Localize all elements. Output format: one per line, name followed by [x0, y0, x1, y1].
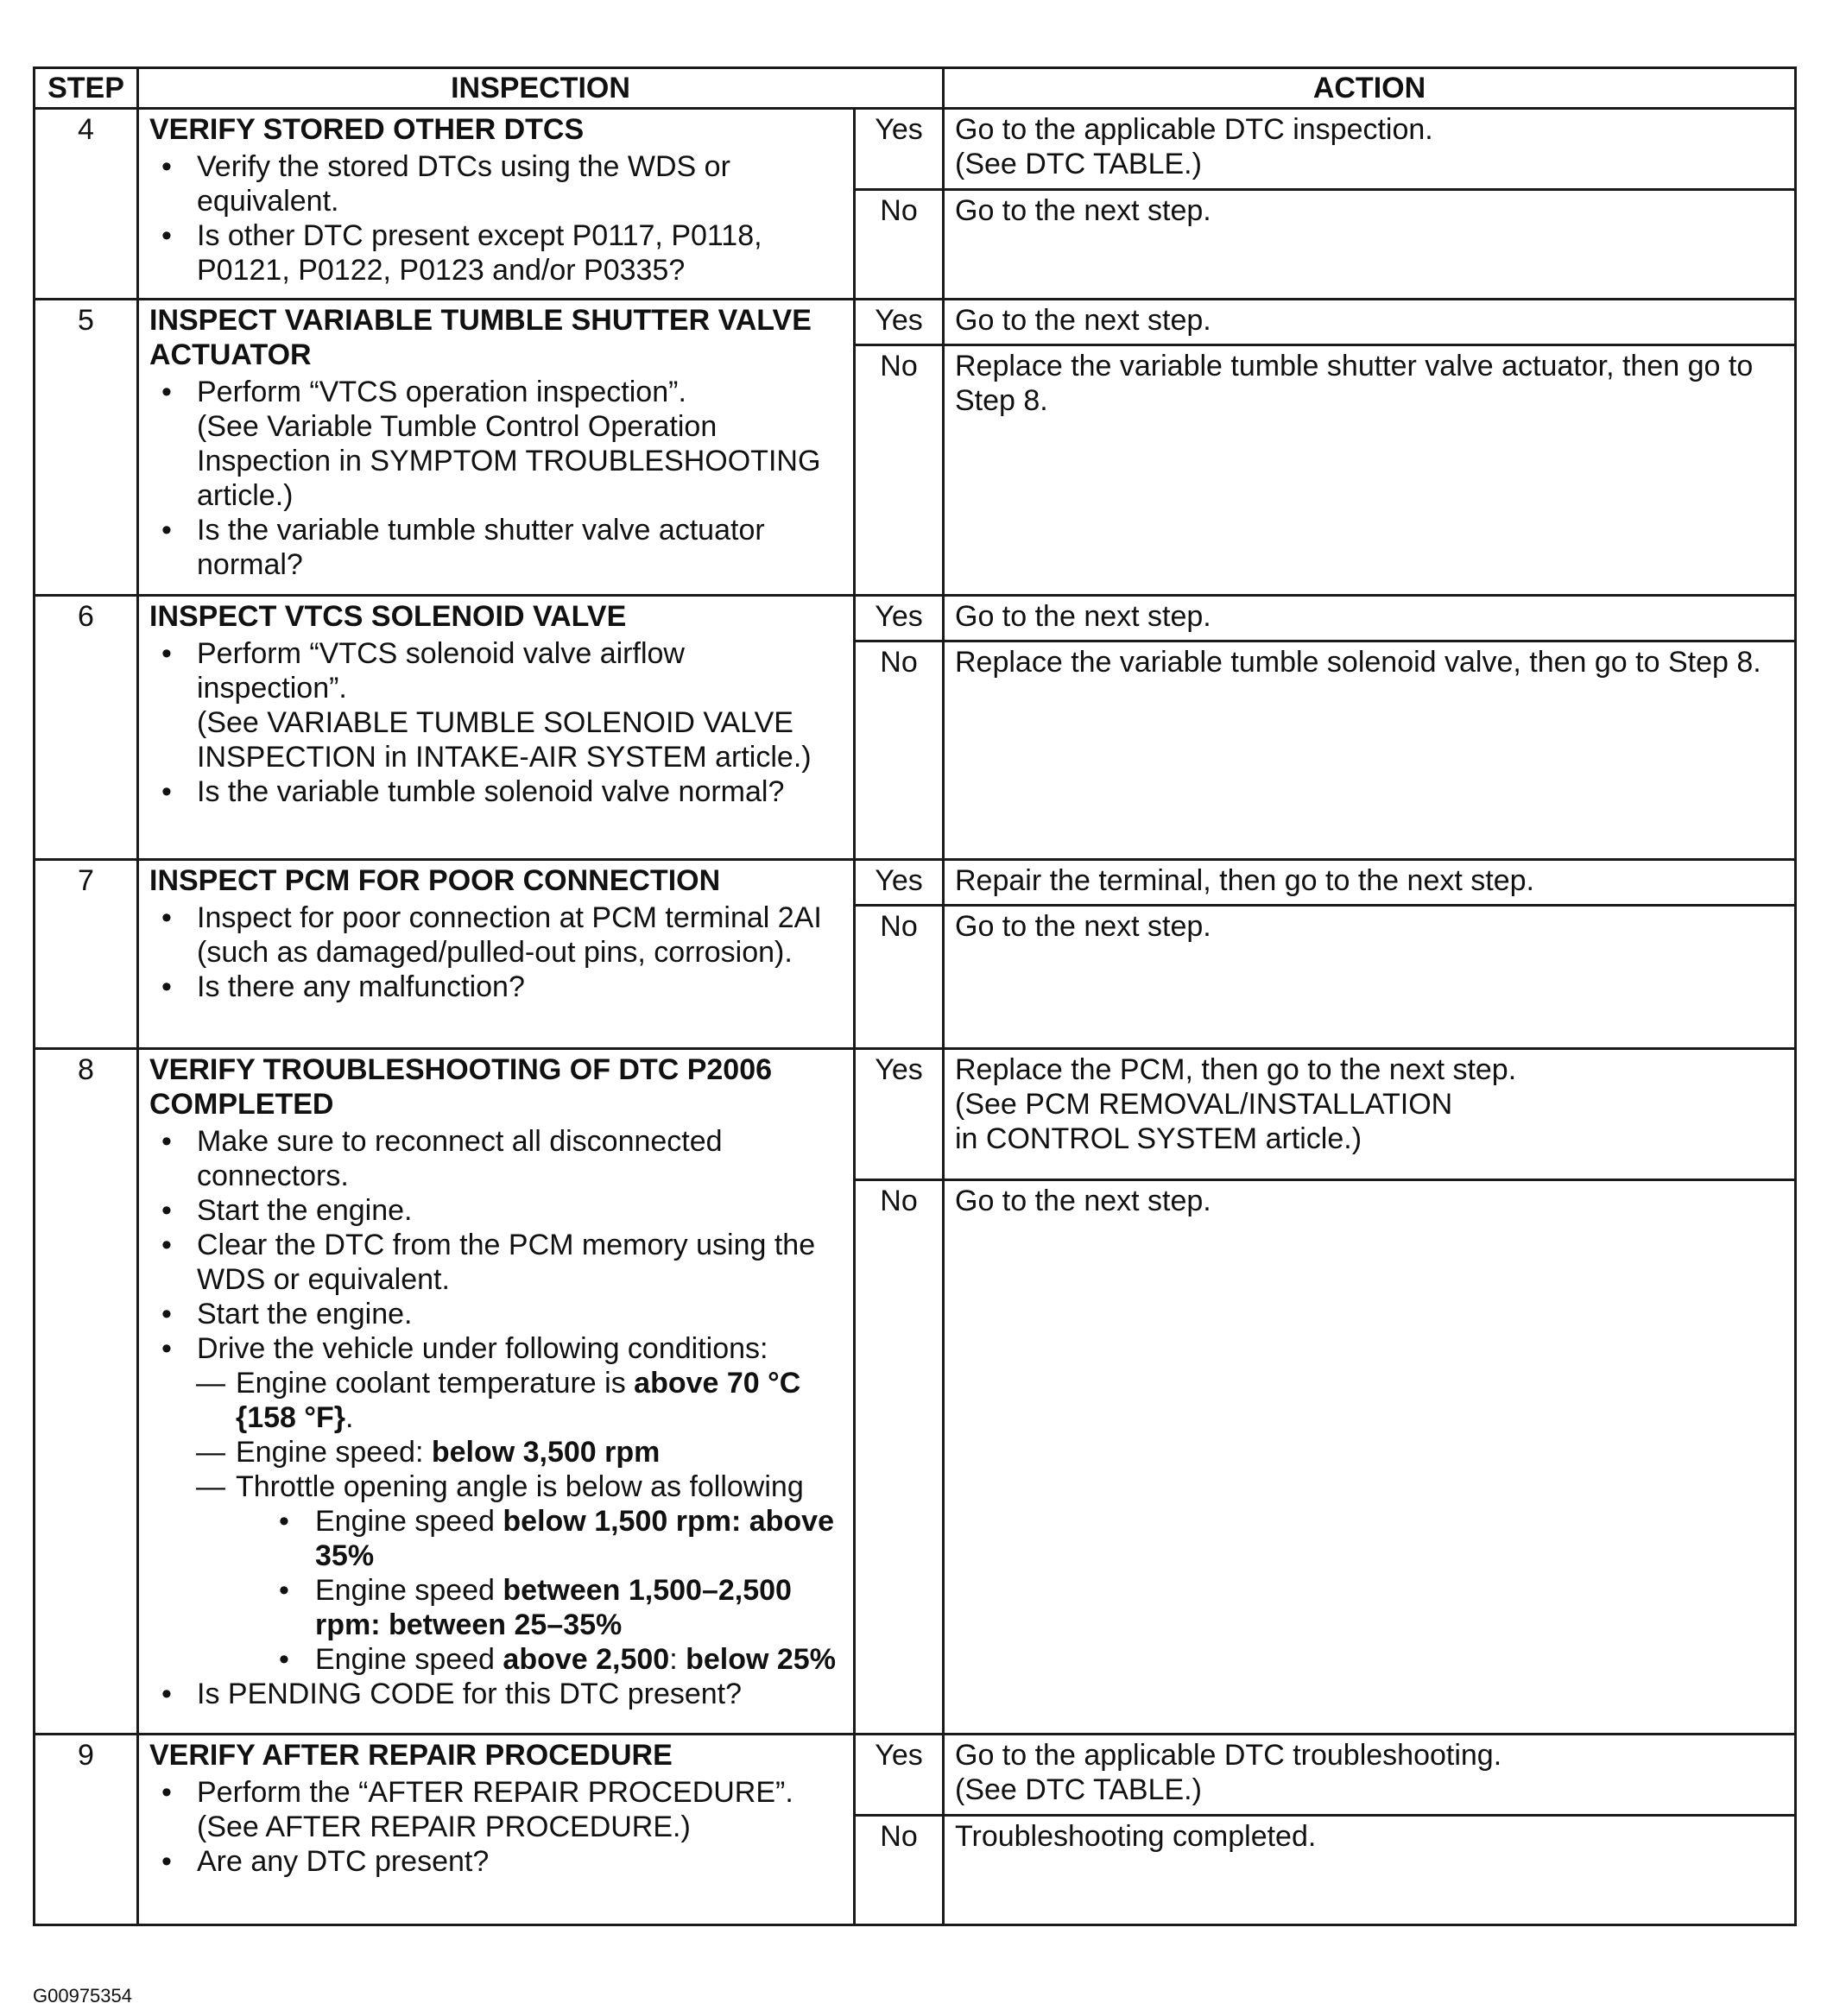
inspection-list — [149, 636, 843, 809]
yes-action — [944, 1049, 1796, 1180]
step-number: 4 — [35, 109, 138, 300]
inspection-item-text: Is PENDING CODE for this DTC present? — [197, 1678, 743, 1710]
action-line: (See PCM REMOVAL/INSTALLATION — [955, 1088, 1453, 1121]
inspection-item-text: Engine speed — [315, 1574, 503, 1607]
step-row — [35, 860, 1796, 906]
step-row — [35, 109, 1796, 190]
inspection-list — [149, 901, 843, 1004]
inspection-item-suffix: : — [669, 1643, 686, 1676]
inspection-item — [149, 513, 843, 582]
action-line: Go to the next step. — [955, 600, 1211, 633]
inspection-item — [149, 149, 843, 218]
step-row — [35, 1049, 1796, 1180]
inspection-item — [149, 1573, 843, 1642]
inspection-item-emphasis: above 2,500 — [503, 1643, 670, 1676]
no-action — [944, 1816, 1796, 1925]
inspection-cell — [138, 1735, 855, 1925]
inspection-item-text: Perform “VTCS operation inspection”. — [197, 376, 686, 408]
yes-label: Yes — [855, 109, 944, 190]
inspection-note — [149, 705, 843, 774]
table-body — [35, 109, 1796, 1925]
no-label: No — [855, 641, 944, 860]
inspection-item — [149, 375, 843, 409]
inspection-item-emphasis: below 25% — [686, 1643, 836, 1676]
inspection-title: VERIFY STORED OTHER DTCS — [149, 113, 585, 146]
inspection-item-text: Inspect for poor connection at PCM terminal 2AI (such as damaged/pulled-out pins, corrosion). — [197, 901, 822, 969]
step-number: 7 — [35, 860, 138, 1049]
action-line: Go to the applicable DTC troubleshooting. — [955, 1739, 1502, 1772]
troubleshooting-table — [33, 66, 1797, 1926]
inspection-item — [149, 970, 843, 1004]
inspection-item — [149, 1331, 843, 1366]
inspection-title: VERIFY TROUBLESHOOTING OF DTC P2006 COMPLETED — [149, 1053, 773, 1121]
step-number: 8 — [35, 1049, 138, 1735]
inspection-item-text: Start the engine. — [197, 1194, 413, 1227]
no-label: No — [855, 190, 944, 300]
no-action — [944, 345, 1796, 596]
inspection-item-text: Engine speed — [315, 1643, 503, 1676]
inspection-item-text: Is other DTC present except P0117, P0118, P0121, P0122, P0123 and/or P0335? — [197, 219, 762, 287]
yes-label: Yes — [855, 300, 944, 345]
inspection-note-text: (See VARIABLE TUMBLE SOLENOID VALVE INSPECTION in INTAKE-AIR SYSTEM article.) — [197, 706, 812, 774]
header-inspection: INSPECTION — [138, 68, 944, 109]
yes-label: Yes — [855, 1735, 944, 1816]
yes-label: Yes — [855, 1049, 944, 1180]
no-label: No — [855, 1816, 944, 1925]
inspection-item — [149, 1297, 843, 1331]
inspection-item-text: Is the variable tumble solenoid valve normal? — [197, 775, 785, 808]
action-line: (See DTC TABLE.) — [955, 1773, 1202, 1806]
inspection-title: INSPECT VARIABLE TUMBLE SHUTTER VALVE ACTUATOR — [149, 304, 812, 371]
inspection-list — [149, 1124, 843, 1711]
no-action — [944, 1180, 1796, 1735]
no-label: No — [855, 345, 944, 596]
action-line: in CONTROL SYSTEM article.) — [955, 1122, 1362, 1155]
inspection-item — [149, 1642, 843, 1677]
yes-action — [944, 860, 1796, 906]
inspection-item-text: Engine coolant temperature is — [236, 1367, 635, 1400]
inspection-item — [149, 1228, 843, 1297]
action-line: Go to the next step. — [955, 304, 1211, 337]
inspection-list — [149, 149, 843, 288]
inspection-item-emphasis: below 1,500 rpm: above 35% — [315, 1505, 834, 1572]
action-line: Go to the next step. — [955, 194, 1211, 227]
inspection-item-text: Throttle opening angle is below as following — [236, 1470, 804, 1503]
inspection-note-text: (See Variable Tumble Control Operation Inspection in SYMPTOM TROUBLESHOOTING article.) — [197, 410, 821, 512]
inspection-cell — [138, 300, 855, 596]
inspection-item-text: Is there any malfunction? — [197, 970, 525, 1003]
action-line: Troubleshooting completed. — [955, 1820, 1317, 1853]
header-step: STEP — [35, 68, 138, 109]
no-action — [944, 190, 1796, 300]
action-line: Replace the PCM, then go to the next step. — [955, 1053, 1517, 1086]
step-number: 6 — [35, 596, 138, 860]
inspection-item-text: Is the variable tumble shutter valve actuator normal? — [197, 514, 765, 581]
step-row — [35, 300, 1796, 345]
action-line: Go to the next step. — [955, 910, 1211, 943]
yes-action — [944, 1735, 1796, 1816]
inspection-cell — [138, 860, 855, 1049]
inspection-item — [149, 1844, 843, 1879]
yes-action — [944, 300, 1796, 345]
inspection-item — [149, 218, 843, 288]
yes-label: Yes — [855, 596, 944, 641]
inspection-item — [149, 1775, 843, 1810]
inspection-item — [149, 636, 843, 705]
inspection-list — [149, 375, 843, 582]
action-line: Replace the variable tumble shutter valve actuator, then go to Step 8. — [955, 350, 1754, 417]
action-line: Replace the variable tumble solenoid valve, then go to Step 8. — [955, 646, 1761, 679]
header-row — [35, 68, 1796, 109]
inspection-cell — [138, 109, 855, 300]
inspection-item-text: Perform the “AFTER REPAIR PROCEDURE”. — [197, 1776, 793, 1809]
inspection-item — [149, 1435, 843, 1469]
step-number: 9 — [35, 1735, 138, 1925]
inspection-item-text: Start the engine. — [197, 1298, 413, 1330]
inspection-note-text: (See AFTER REPAIR PROCEDURE.) — [197, 1811, 691, 1843]
action-line: Repair the terminal, then go to the next step. — [955, 864, 1534, 897]
inspection-note — [149, 1810, 843, 1844]
inspection-item — [149, 1469, 843, 1504]
inspection-title: INSPECT PCM FOR POOR CONNECTION — [149, 864, 721, 897]
inspection-item-text: Engine speed: — [236, 1436, 432, 1469]
inspection-item-emphasis: between 1,500–2,500 rpm: between 25–35% — [315, 1574, 792, 1641]
inspection-item-text: Engine speed — [315, 1505, 503, 1538]
inspection-cell — [138, 1049, 855, 1735]
inspection-item — [149, 1124, 843, 1193]
inspection-item-suffix: . — [345, 1401, 354, 1434]
inspection-title: VERIFY AFTER REPAIR PROCEDURE — [149, 1739, 673, 1772]
action-line: Go to the applicable DTC inspection. — [955, 113, 1433, 146]
no-action — [944, 641, 1796, 860]
action-line: Go to the next step. — [955, 1185, 1211, 1217]
action-line: (See DTC TABLE.) — [955, 148, 1202, 180]
inspection-cell — [138, 596, 855, 860]
inspection-item — [149, 774, 843, 809]
inspection-item-text: Are any DTC present? — [197, 1845, 490, 1878]
step-number: 5 — [35, 300, 138, 596]
inspection-item-text: Make sure to reconnect all disconnected connectors. — [197, 1125, 723, 1192]
inspection-item — [149, 1677, 843, 1711]
step-row — [35, 596, 1796, 641]
figure-code: G00975354 — [33, 1985, 132, 2007]
inspection-item-text: Clear the DTC from the PCM memory using the WDS or equivalent. — [197, 1229, 816, 1296]
yes-action — [944, 109, 1796, 190]
inspection-title: INSPECT VTCS SOLENOID VALVE — [149, 600, 627, 633]
inspection-item-emphasis: above 70 °C {158 °F} — [236, 1367, 801, 1434]
no-label: No — [855, 906, 944, 1049]
header-action: ACTION — [944, 68, 1796, 109]
inspection-item-emphasis: below 3,500 rpm — [431, 1436, 661, 1469]
inspection-note — [149, 409, 843, 513]
yes-label: Yes — [855, 860, 944, 906]
inspection-item — [149, 1193, 843, 1228]
no-action — [944, 906, 1796, 1049]
step-row — [35, 1735, 1796, 1816]
inspection-item-text: Verify the stored DTCs using the WDS or equivalent. — [197, 150, 730, 218]
inspection-item — [149, 901, 843, 970]
yes-action — [944, 596, 1796, 641]
no-label: No — [855, 1180, 944, 1735]
inspection-list — [149, 1775, 843, 1879]
inspection-item — [149, 1504, 843, 1573]
inspection-item-text: Perform “VTCS solenoid valve airflow inspection”. — [197, 637, 685, 705]
inspection-item-text: Drive the vehicle under following conditions: — [197, 1332, 768, 1365]
procedure-document — [33, 66, 1794, 2007]
inspection-item — [149, 1366, 843, 1435]
